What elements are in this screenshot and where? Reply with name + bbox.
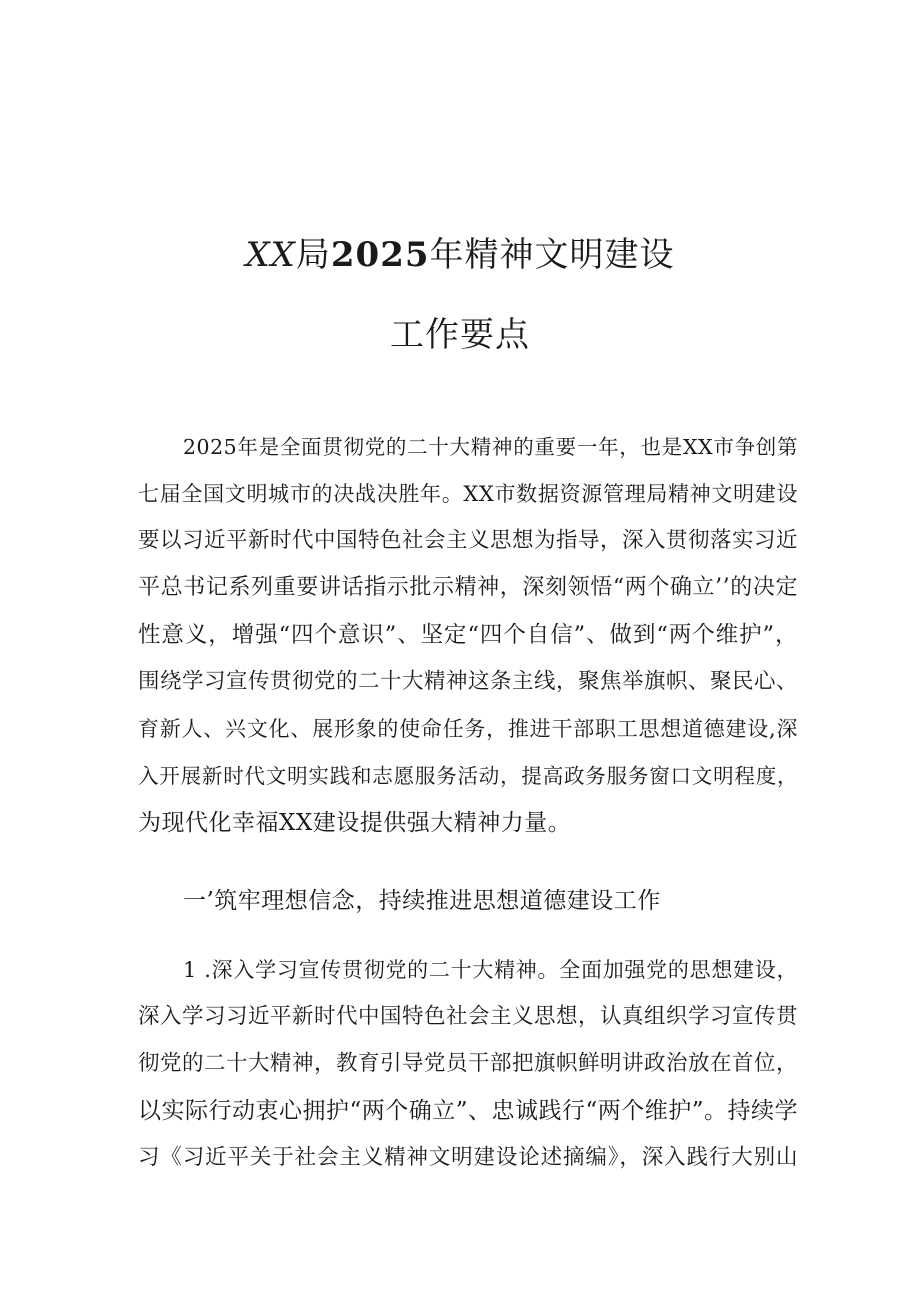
item-line: 深入学习习近平新时代中国特色社会主义思想，认真组织学习宣传贯 [138,1004,799,1029]
intro-line: 七届全国文明城市的决战决胜年。XX市数据资源管理局精神文明建设 [138,482,798,506]
item-line: 彻党的二十大精神，教育引导党员干部把旗帜鲜明讲政治放在首位， [138,1051,799,1076]
item-line: 1 .深入学习宣传贯彻党的二十大精神。全面加强党的思想建设， [183,958,798,982]
intro-line: 入开展新时代文明实践和志愿服务活动，提高政务服务窗口文明程度， [138,764,798,788]
intro-line: 平总书记系列重要讲话指示批示精神，深刻领悟“两个确立’’的决定 [138,575,798,600]
intro-line: 要以习近平新时代中国特色社会主义思想为指导，深入贯彻落实习近 [138,528,799,553]
item-line: 习《习近平关于社会主义精神文明建设论述摘编》，深入践行大别山 [138,1145,798,1170]
document-title-line-2: 工作要点 [390,315,530,355]
document-title-line-1 [0,227,920,276]
title-prefix: XX [245,235,296,275]
intro-line: 育新人、兴文化、展形象的使命任务，推进干部职工思想道德建设,深 [138,717,798,741]
title-rest: 年精神文明建设 [429,235,675,275]
title-year: 2025 [330,235,430,275]
intro-line: 2025年是全面贯彻党的二十大精神的重要一年，也是XX市争创第 [183,435,798,459]
title-unit: 局 [295,235,331,275]
intro-line: 围绕学习宣传贯彻党的二十大精神这条主线，聚焦举旗帜、聚民心、 [138,669,799,694]
intro-line: 为现代化幸福XX建设提供强大精神力量。 [138,810,572,836]
section-heading: 一’筑牢理想信念，持续推进思想道德建设工作 [183,888,661,914]
intro-line: 性意义，增强“四个意识”、坚定“四个自信”、做到“两个维护”， [138,622,798,648]
item-line: 以实际行动衷心拥护“两个确立”、忠诚践行“两个维护”。持续学 [138,1098,799,1124]
